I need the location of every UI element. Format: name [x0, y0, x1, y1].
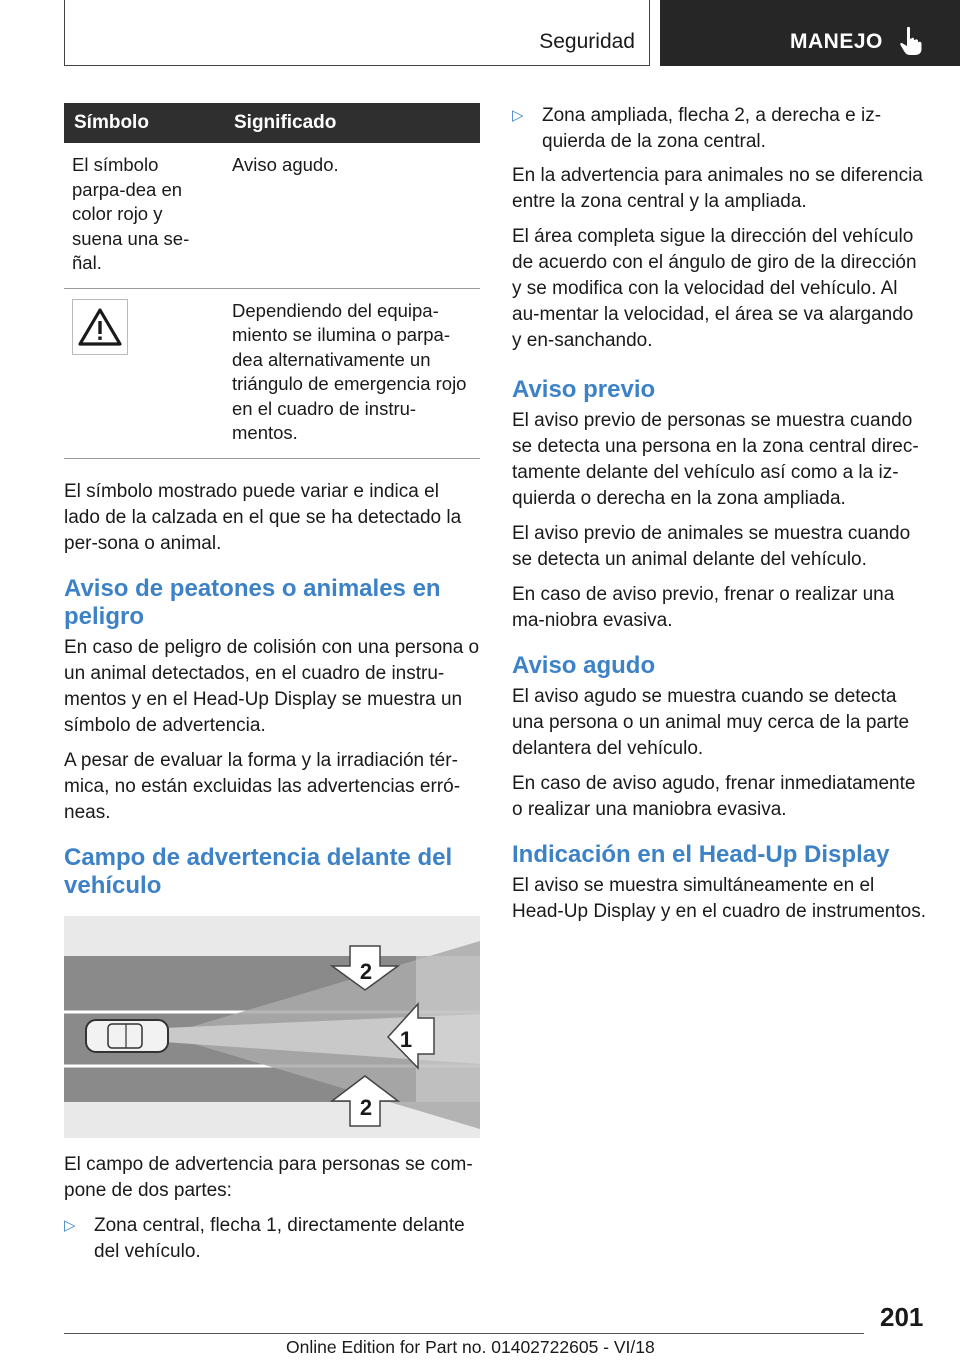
table-cell-symbol — [64, 288, 224, 458]
heading-campo-advertencia: Campo de advertencia delante del vehículo — [64, 843, 453, 899]
heading-head-up-display: Indicación en el Head-Up Display — [512, 841, 890, 868]
hand-pointer-icon — [898, 26, 924, 56]
paragraph: El símbolo mostrado puede variar e indica el lado de la calzada en el que se ha detectado la per-sona o animal. — [64, 480, 462, 554]
bullet-triangle-icon: ▷ — [512, 107, 524, 124]
list-item — [512, 103, 928, 155]
car-icon — [86, 1020, 168, 1052]
heading-aviso-agudo: Aviso agudo — [512, 652, 656, 679]
header-section-box — [64, 0, 650, 66]
table-row — [64, 143, 480, 288]
table-header-meaning: Significado — [224, 103, 480, 143]
list-item-text: Zona ampliada, flecha 2, a derecha e iz-quierda de la zona central. — [542, 105, 882, 152]
paragraph: En la advertencia para animales no se diferencia entre la zona central y la ampliada. — [512, 165, 923, 212]
list-item — [64, 1213, 480, 1265]
paragraph: A pesar de evaluar la forma y la irradiación tér-mica, no están excluidas las advertencias erró-neas. — [64, 749, 461, 823]
chapter-title: MANEJO — [790, 30, 883, 53]
arrow-label-1: 1 — [399, 1026, 413, 1052]
warning-triangle-icon — [77, 307, 123, 347]
footer-edition: Online Edition for Part no. 01402722605 - VI/18 — [286, 1337, 655, 1357]
warning-field-diagram — [64, 916, 480, 1138]
table-cell-symbol: El símbolo parpa-dea en color rojo y suena una se-ñal. — [64, 143, 224, 288]
paragraph: El aviso previo de animales se muestra cuando se detecta un animal delante del vehículo. — [512, 523, 911, 570]
footer-divider — [64, 1333, 864, 1334]
paragraph: El área completa sigue la dirección del vehículo de acuerdo con el ángulo de giro de la dirección y se modifica con la velocidad del vehículo. Al au-mentar la velocidad, el área se va alargando y en-sanchando. — [512, 226, 917, 351]
table-cell-meaning: Dependiendo del equipa-miento se ilumina o parpa-dea alternativamente un triángulo de emergencia rojo en el cuadro de instru-mentos. — [224, 288, 480, 458]
section-title: Seguridad — [539, 30, 635, 53]
paragraph: En caso de aviso agudo, frenar inmediatamente o realizar una maniobra evasiva. — [512, 773, 916, 820]
bullet-triangle-icon: ▷ — [64, 1216, 76, 1234]
paragraph: El campo de advertencia para personas se com-pone de dos partes: — [64, 1153, 473, 1201]
table-row — [64, 288, 480, 458]
right-column — [512, 103, 928, 934]
left-column — [64, 103, 480, 1273]
heading-aviso-previo: Aviso previo — [512, 376, 656, 403]
symbol-table — [64, 103, 480, 459]
arrow-label-2-bottom: 2 — [359, 1094, 373, 1120]
bullet-list — [64, 1213, 480, 1265]
header-chapter-box — [660, 0, 960, 66]
paragraph: En caso de peligro de colisión con una persona o un animal detectados, en el cuadro de instru-mentos y en el Head-Up Display se muestra un símbolo de advertencia. — [64, 636, 480, 736]
paragraph: El aviso previo de personas se muestra cuando se detecta una persona en la zona central direc-tamente delante del vehículo así como a la iz-quierda o derecha en la zona ampliada. — [512, 410, 919, 509]
heading-aviso-peatones: Aviso de peatones o animales en peligro — [64, 574, 441, 630]
paragraph: En caso de aviso previo, frenar o realizar una ma-niobra evasiva. — [512, 584, 895, 631]
table-header-symbol: Símbolo — [64, 103, 224, 143]
list-item-text: Zona central, flecha 1, directamente delante del vehículo. — [94, 1214, 465, 1262]
table-cell-meaning: Aviso agudo. — [224, 143, 480, 288]
warning-field-illustration — [64, 916, 480, 1138]
paragraph: El aviso agudo se muestra cuando se detecta una persona o un animal muy cerca de la parte delantera del vehículo. — [512, 686, 910, 759]
paragraph: El aviso se muestra simultáneamente en el Head-Up Display y en el cuadro de instrumentos. — [512, 875, 926, 922]
warning-symbol-box — [72, 299, 128, 355]
arrow-label-2-top: 2 — [359, 958, 373, 984]
bullet-list — [512, 103, 928, 155]
page-number: 201 — [880, 1302, 924, 1332]
